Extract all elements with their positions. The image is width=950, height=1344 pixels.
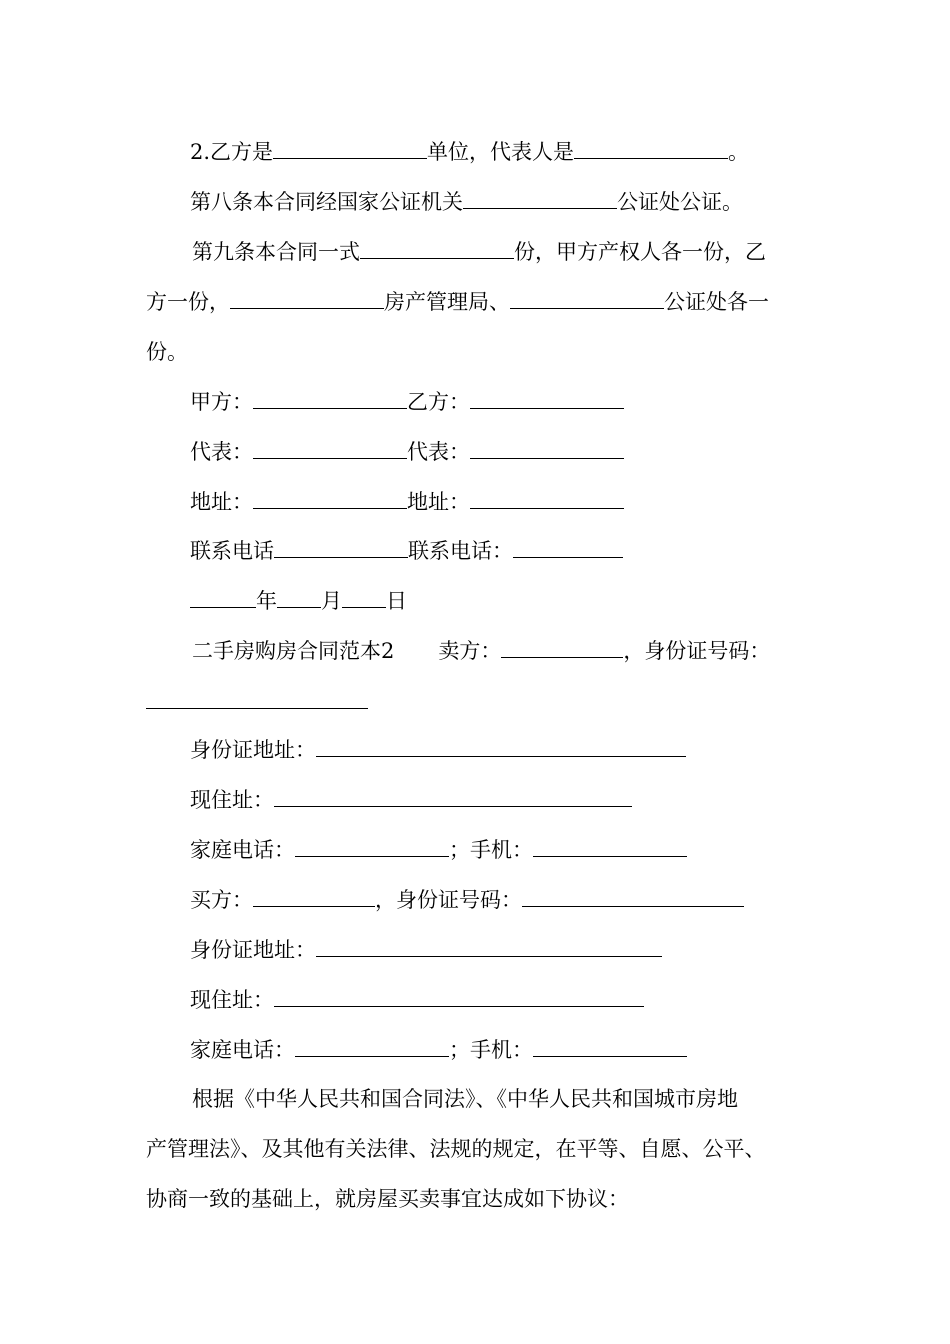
blank-housing-bureau[interactable] [230,288,384,309]
label: 甲方： [190,390,253,414]
label: 联系电话 [190,539,274,563]
label: ；手机： [449,838,533,862]
article-9-line-2 [146,288,769,316]
sign-parties [190,388,624,416]
sign-phones [190,537,623,565]
label: 代表： [190,440,253,464]
label: 卖方： [438,639,502,663]
sign-date [190,587,407,615]
blank-rep-b[interactable] [470,438,624,459]
blank-buyer-home-phone[interactable] [295,1036,449,1057]
blank-seller-mobile[interactable] [533,836,687,857]
contract2-seller-line [192,637,770,665]
buyer-id-address [190,936,662,964]
blank-buyer-name[interactable] [253,886,375,907]
label-day: 日 [386,589,407,613]
seller-id-address [190,736,686,764]
blank-phone-a[interactable] [274,537,408,558]
blank-unit[interactable] [273,138,427,159]
text: 协商一致的基础上，就房屋买卖事宜达成如下协议： [146,1187,629,1211]
blank-month[interactable] [277,587,321,608]
text: 产管理法》、及其他有关法律、法规的规定，在平等、自愿、公平、 [146,1137,766,1161]
label: 买方： [190,888,253,912]
blank-seller-home-phone[interactable] [295,836,449,857]
contract2-title: 二手房购房合同范本2 [192,639,395,663]
text: 根据《中华人民共和国合同法》、《中华人民共和国城市房地 [192,1087,738,1111]
blank-copies[interactable] [360,238,514,259]
blank-seller-name[interactable] [501,637,623,658]
text: 第九条本合同一式 [192,240,360,264]
blank-representative[interactable] [574,138,728,159]
blank-seller-id-address[interactable] [316,736,686,757]
label: 联系电话： [408,539,513,563]
blank-party-a[interactable] [253,388,407,409]
label: 地址： [407,490,470,514]
sign-addresses [190,488,624,516]
buyer-line [190,886,744,914]
text: 2.乙方是 [190,140,274,164]
blank-addr-b[interactable] [470,488,624,509]
label-year: 年 [256,589,277,613]
blank-party-b[interactable] [470,388,624,409]
label: 现住址： [190,988,274,1012]
blank-seller-current-address[interactable] [274,786,632,807]
blank-day[interactable] [342,587,386,608]
clause-party-b-unit [190,138,749,166]
article-9-line-1 [192,238,766,266]
basis-line-2 [146,1135,766,1163]
label: ；手机： [449,1038,533,1062]
buyer-current-address [190,986,644,1014]
label: 家庭电话： [190,838,295,862]
article-9-line-3 [146,338,188,366]
text: 单位，代表人是 [427,140,575,164]
blank-buyer-id-number[interactable] [522,886,744,907]
blank-seller-id-number[interactable] [146,688,368,709]
label: 身份证地址： [190,938,316,962]
text: 第八条本合同经国家公证机关 [190,190,463,214]
blank-notary-authority[interactable] [463,188,617,209]
basis-line-3 [146,1185,629,1213]
blank-year[interactable] [190,587,256,608]
article-8 [190,188,743,216]
blank-buyer-current-address[interactable] [274,986,644,1007]
label: 家庭电话： [190,1038,295,1062]
label: 代表： [407,440,470,464]
basis-line-1 [192,1085,738,1113]
blank-phone-b[interactable] [513,537,623,558]
text: 房产管理局、 [384,290,510,314]
label: 乙方： [407,390,470,414]
seller-phones [190,836,687,864]
blank-notary-office[interactable] [510,288,664,309]
buyer-phones [190,1036,687,1064]
label: 现住址： [190,788,274,812]
label: 地址： [190,490,253,514]
blank-addr-a[interactable] [253,488,407,509]
blank-buyer-mobile[interactable] [533,1036,687,1057]
sign-representatives [190,438,624,466]
text: 方一份， [146,290,230,314]
label-month: 月 [321,589,342,613]
text: 。 [728,140,750,164]
blank-rep-a[interactable] [253,438,407,459]
text: 公证处公证。 [617,190,743,214]
label: ，身份证号码： [375,888,522,912]
text: 公证处各一 [664,290,769,314]
label: 身份证地址： [190,738,316,762]
text: 份，甲方产权人各一份，乙 [514,240,766,264]
blank-buyer-id-address[interactable] [316,936,662,957]
seller-current-address [190,786,632,814]
label: ，身份证号码： [623,639,771,663]
text: 份。 [146,340,188,364]
